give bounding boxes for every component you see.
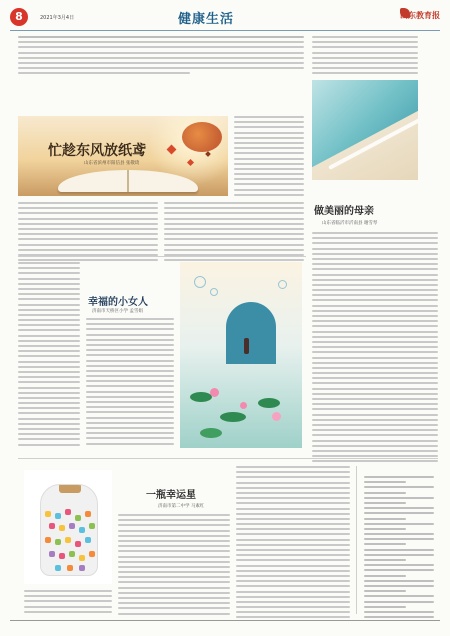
kite-article-byline: 山东省滨州市阳信县 张敬琦 xyxy=(84,161,140,166)
seashore-photo xyxy=(312,80,418,180)
mother-article-body xyxy=(312,232,438,465)
masthead xyxy=(10,8,440,30)
kite-article-body-col2 xyxy=(164,202,304,264)
bottom-section-divider xyxy=(18,458,438,459)
woman-article-title: 幸福的小女人 xyxy=(88,297,148,308)
star-article-title: 一瓶幸运星 xyxy=(146,490,196,501)
publisher-info-box xyxy=(364,476,434,621)
star-article-body-col0 xyxy=(24,590,112,616)
kite-article-body-col3 xyxy=(234,116,304,199)
newspaper-logo: 山东教育报 xyxy=(400,10,440,20)
sidebar-divider xyxy=(356,466,357,614)
kite-article-title: 忙趁东风放纸鸢 xyxy=(48,143,146,159)
mother-article-title: 做美丽的母亲 xyxy=(314,206,374,217)
mother-article-byline: 山东省临沂市沂南县 谢雪琴 xyxy=(322,221,378,226)
mother-article-body-top xyxy=(312,36,418,78)
star-article-body-col1 xyxy=(118,514,230,618)
lucky-star-jar-photo xyxy=(24,470,112,584)
section-divider xyxy=(18,256,306,257)
woman-article-illustration xyxy=(180,262,302,448)
editor-note xyxy=(18,36,304,108)
page-footer xyxy=(10,620,440,628)
kite-article-illustration xyxy=(18,116,228,196)
header-rule xyxy=(10,30,440,31)
woman-article-body-col1 xyxy=(18,262,80,449)
woman-article-byline: 济南市天桥区小学 孟雪娟 xyxy=(92,309,143,314)
star-article-byline: 济南市第二中学 马素红 xyxy=(158,504,205,509)
issue-date: 2021年3月4日 xyxy=(40,15,75,21)
kite-article-body xyxy=(18,202,158,264)
star-article-body-col2 xyxy=(236,466,350,622)
woman-article-body xyxy=(86,318,174,448)
page-number-badge: 8 xyxy=(10,8,28,26)
section-title: 健康生活 xyxy=(178,12,235,27)
